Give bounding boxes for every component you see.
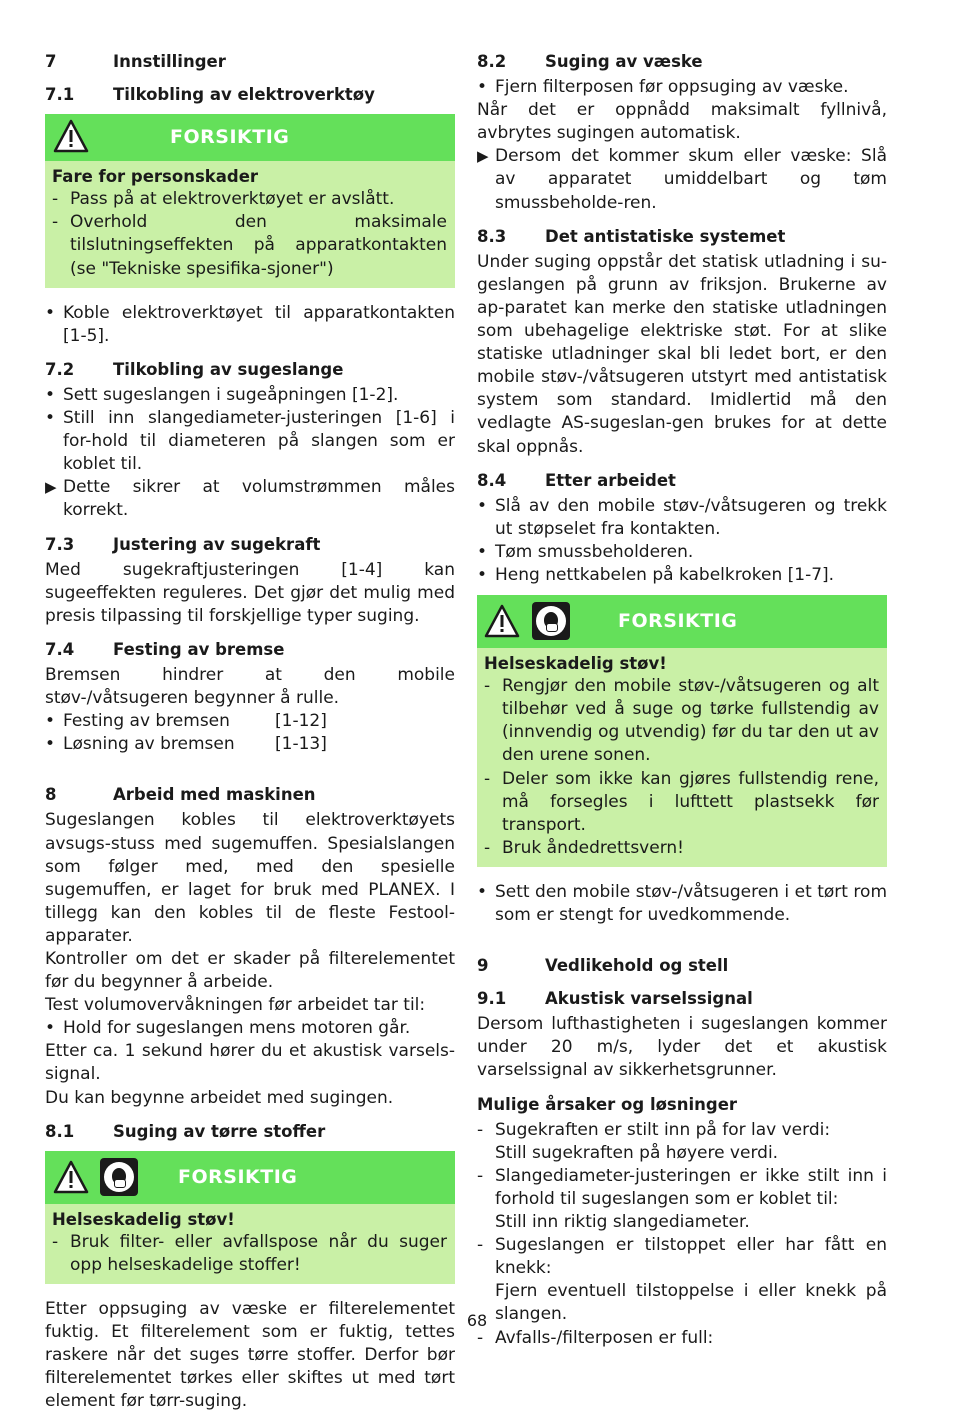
paragraph: Under suging oppstår det statisk utladning i su-geslangen på grunn av friksjon. Brukerne av ap-paratet kan merke den statiske utladningen som ubehagelige elektriske støt. For at slike statiske utladninger skal bli ledet bort, er den mobile støv-/våtsugeren utstyrt med antistatisk system som standard. Imidlertid må den vedlagte AS-sugeslan-gen brukes for at dette skal oppnås. bbox=[477, 251, 887, 457]
caution-subtitle: Fare for personskader bbox=[52, 167, 259, 187]
paragraph: Med sugekraftjusteringen [1-4] kan sugeeffekten reguleres. Det gjør det mulig med presis tilpassing til forskjellige typer suging. bbox=[45, 559, 455, 626]
paragraph: Sugeslangen kobles til elektroverktøyets avsugs-stuss med sugemuffen. Spesialslangen som følger med, med den spesielle sugemuffen, er laget for bruk med PLANEX. I tillegg kan den kobles til de fleste Festool-apparater. bbox=[45, 810, 455, 946]
caution-item: - Overhold den maksimale tilslutningseffekten på apparatkontakten (se "Tekniske spesifika-sjoner") bbox=[52, 212, 447, 279]
warning-triangle-icon bbox=[53, 1160, 89, 1194]
paragraph: Etter oppsuging av væske er filterelementet fuktig. Et filterelement som er fuktig, tettes raskere når det suges tørre stoffer. Derfor bør filterelementet tørkes eller skiftes ut med tørt element før tørr-suging. bbox=[45, 1299, 455, 1412]
list-item: • Hold for sugeslangen mens motoren går. bbox=[45, 1018, 411, 1039]
caution-item: - Bruk filter- eller avfallspose når du suger opp helseskadelige stoffer! bbox=[52, 1231, 447, 1275]
result-item: ▶ Dersom det kommer skum eller væske: Slå av apparatet umiddelbart og tøm smussbeholde-ren. bbox=[477, 146, 887, 213]
caution-title: FORSIKTIG bbox=[618, 610, 738, 633]
caution-item: - Pass på at elektroverktøyet er avslått. bbox=[52, 189, 395, 210]
heading-7-3: 7.3 Justering av sugekraft bbox=[45, 534, 321, 554]
list-item: • Tøm smussbeholderen. bbox=[477, 541, 694, 562]
right-column bbox=[477, 50, 887, 1350]
caution-title: FORSIKTIG bbox=[178, 1165, 298, 1188]
caution-box-personal-injury bbox=[45, 114, 455, 287]
list-item: • Slå av den mobile støv-/våtsugeren og trekk ut støpselet fra kontakten. bbox=[477, 495, 887, 539]
result-item: ▶ Dette sikrer at volumstrømmen måles korrekt. bbox=[45, 477, 455, 521]
respirator-mask-icon bbox=[100, 1158, 138, 1196]
caution-box-dust bbox=[477, 595, 887, 867]
list-item: • Sett den mobile støv-/våtsugeren i et tørt rom som er stengt for uvedkommende. bbox=[477, 881, 887, 925]
heading-7-4: 7.4 Festing av bremse bbox=[45, 639, 285, 659]
caution-item: - Rengjør den mobile støv-/våtsugeren og alt tilbehør ved å suge og tørke fullstendig av (innvendig og utvendig) før du tar den ut av den urene sonen. bbox=[484, 676, 879, 766]
paragraph: Dersom lufthastigheten i sugeslangen kommer under 20 m/s, lyder det et akustisk varselssignal av sikkerhetsgrunner. bbox=[477, 1014, 887, 1081]
paragraph: Du kan begynne arbeidet med sugingen. bbox=[45, 1087, 394, 1108]
page-number: 68 bbox=[466, 1311, 488, 1330]
paragraph: Etter ca. 1 sekund hører du et akustisk varsels-signal. bbox=[45, 1041, 455, 1085]
paragraph: Bremsen hindrer at den mobile støv-/våtsugeren begynner å rulle. bbox=[45, 664, 455, 709]
respirator-mask-icon bbox=[532, 602, 570, 640]
list-item: • Sett sugeslangen i sugeåpningen [1-2]. bbox=[45, 384, 399, 405]
cause-item: - Sugekraften er stilt inn på for lav verdi: Still sugekraften på høyere verdi. bbox=[477, 1119, 831, 1163]
list-item: • Løsning av bremsen [1-13] bbox=[45, 734, 327, 755]
subheading-causes: Mulige årsaker og løsninger bbox=[477, 1094, 738, 1114]
caution-bar bbox=[45, 1151, 455, 1204]
caution-subtitle: Helseskadelig støv! bbox=[484, 654, 667, 674]
heading-9: 9 Vedlikehold og stell bbox=[477, 956, 729, 976]
heading-8-3: 8.3 Det antistatiske systemet bbox=[477, 226, 786, 246]
heading-8: 8 Arbeid med maskinen bbox=[45, 785, 316, 805]
warning-triangle-icon bbox=[484, 604, 520, 638]
heading-7: 7 Innstillinger bbox=[45, 52, 226, 71]
paragraph: Når det er oppnådd maksimalt fyllnivå, avbrytes sugingen automatisk. bbox=[477, 100, 887, 144]
heading-7-2: 7.2 Tilkobling av sugeslange bbox=[45, 359, 344, 379]
warning-triangle-icon bbox=[53, 119, 89, 153]
paragraph: Test volumovervåkningen før arbeidet tar til: bbox=[45, 995, 426, 1016]
caution-bar bbox=[45, 114, 455, 161]
heading-9-1: 9.1 Akustisk varselssignal bbox=[477, 989, 753, 1009]
heading-8-2: 8.2 Suging av væske bbox=[477, 52, 703, 71]
list-item: • Still inn slangediameter-justeringen [1-6] i for-hold til diameteren på slangen som er koblet til. bbox=[45, 408, 455, 475]
caution-subtitle: Helseskadelig støv! bbox=[52, 1209, 235, 1229]
cause-item: - Avfalls-/filterposen er full: bbox=[477, 1327, 714, 1348]
paragraph: Kontroller om det er skader på filterelementet før du begynner å arbeide. bbox=[45, 949, 455, 993]
caution-bar bbox=[477, 595, 887, 648]
caution-box-dust bbox=[45, 1151, 455, 1284]
list-item: • Festing av bremsen [1-12] bbox=[45, 711, 327, 732]
cause-item: - Sugeslangen er tilstoppet eller har fått en knekk: Fjern eventuell tilstoppelse i eller knekk på slangen. bbox=[477, 1235, 887, 1325]
list-item: • Heng nettkabelen på kabelkroken [1-7]. bbox=[477, 564, 835, 585]
caution-item: - Bruk åndedrettsvern! bbox=[484, 837, 684, 858]
caution-item: - Deler som ikke kan gjøres fullstendig rene, må forsegles i lufttett plastsekk før transport. bbox=[484, 768, 879, 835]
heading-8-4: 8.4 Etter arbeidet bbox=[477, 470, 676, 490]
left-column bbox=[45, 50, 455, 1414]
caution-title: FORSIKTIG bbox=[170, 126, 290, 149]
heading-8-1: 8.1 Suging av tørre stoffer bbox=[45, 1121, 326, 1141]
heading-7-1: 7.1 Tilkobling av elektroverktøy bbox=[45, 85, 375, 105]
list-item: • Fjern filterposen før oppsuging av væske. bbox=[477, 77, 849, 98]
cause-item: - Slangediameter-justeringen er ikke stilt inn i forhold til sugeslangen som er koblet til: Still inn riktig slangediameter. bbox=[477, 1165, 887, 1233]
list-item: • Koble elektroverktøyet til apparatkontakten [1-5]. bbox=[45, 302, 455, 346]
